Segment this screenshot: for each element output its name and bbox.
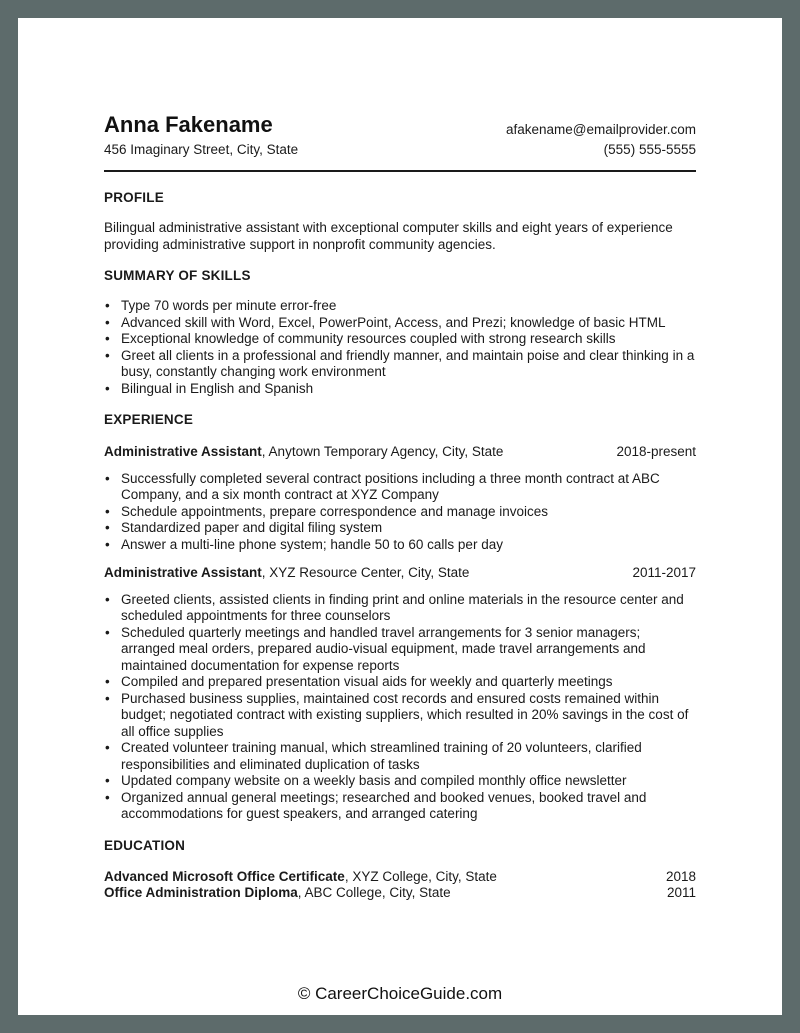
job-dates: 2018-present — [616, 444, 696, 459]
job-role: Administrative Assistant — [104, 444, 262, 459]
list-item: • Answer a multi-line phone system; handle 50 to 60 calls per day — [104, 537, 696, 554]
job-duties-list — [104, 471, 696, 554]
list-item: • Bilingual in English and Spanish — [104, 381, 696, 398]
list-item: • Schedule appointments, prepare correspondence and manage invoices — [104, 504, 696, 521]
job-title-line — [104, 444, 696, 461]
applicant-email: afakename@emailprovider.com — [505, 122, 696, 137]
applicant-address: 456 Imaginary Street, City, State — [104, 142, 299, 157]
job-role: Administrative Assistant — [104, 565, 262, 580]
job-duties-list — [104, 592, 696, 823]
education-year: 2018 — [665, 868, 696, 884]
applicant-name: Anna Fakename — [104, 112, 273, 137]
resume-header — [104, 112, 696, 170]
education-entry — [104, 869, 696, 886]
job-dates: 2011-2017 — [632, 565, 696, 580]
profile-text: Bilingual administrative assistant with exceptional computer skills and eight years of experience providing administrative support in nonprofit community agencies. — [104, 220, 673, 252]
education-school: , XYZ College, City, State — [344, 868, 497, 884]
resume-page — [18, 18, 782, 1015]
profile-heading: PROFILE — [104, 190, 164, 205]
job-organization: , Anytown Temporary Agency, City, State — [261, 444, 504, 459]
experience-heading: EXPERIENCE — [104, 412, 194, 427]
skills-heading: SUMMARY OF SKILLS — [104, 268, 251, 283]
list-item: • Standardized paper and digital filing system — [104, 520, 696, 537]
list-item: • Exceptional knowledge of community resources coupled with strong research skills — [104, 331, 696, 348]
skills-list — [104, 298, 696, 397]
education-credential: Advanced Microsoft Office Certificate — [104, 868, 345, 884]
education-heading: EDUCATION — [104, 837, 186, 853]
list-item: • Compiled and prepared presentation visual aids for weekly and quarterly meetings — [104, 674, 696, 691]
list-item: • Purchased business supplies, maintained cost records and ensured costs remained within budget; negotiated contract with existing suppliers, which resulted in 20% savings in the cost of all office supplies — [104, 691, 696, 741]
list-item: • Greeted clients, assisted clients in finding print and online materials in the resource center and scheduled appointments for three counselors — [104, 592, 696, 625]
list-item: • Type 70 words per minute error-free — [104, 298, 696, 315]
job-organization: , XYZ Resource Center, City, State — [261, 565, 470, 580]
education-entry — [104, 885, 696, 902]
resume-content — [104, 112, 696, 902]
copyright-footer: © CareerChoiceGuide.com — [297, 984, 503, 1003]
list-item: • Greet all clients in a professional and friendly manner, and maintain poise and clear thinking in a busy, constantly changing work environment — [104, 348, 696, 381]
list-item: • Organized annual general meetings; researched and booked venues, booked travel and accommodations for guest speakers, and arranged catering — [104, 790, 696, 823]
list-item: • Scheduled quarterly meetings and handled travel arrangements for 3 senior managers; arranged meal orders, prepared audio-visual equipment, made travel arrangements and maintained documentation for expense reports — [104, 625, 696, 675]
list-item: • Advanced skill with Word, Excel, PowerPoint, Access, and Prezi; knowledge of basic HTML — [104, 315, 696, 332]
job-title-line — [104, 565, 696, 582]
list-item: • Updated company website on a weekly basis and compiled monthly office newsletter — [104, 773, 696, 790]
list-item: • Created volunteer training manual, which streamlined training of 20 volunteers, clarified responsibilities and eliminated duplication of tasks — [104, 740, 696, 773]
education-credential: Office Administration Diploma — [104, 885, 298, 900]
education-school: , ABC College, City, State — [297, 885, 451, 900]
applicant-phone: (555) 555-5555 — [603, 142, 696, 157]
list-item: • Successfully completed several contract positions including a three month contract at ABC Company, and a six month contract at XYZ Company — [104, 471, 696, 504]
education-year: 2011 — [666, 885, 696, 900]
